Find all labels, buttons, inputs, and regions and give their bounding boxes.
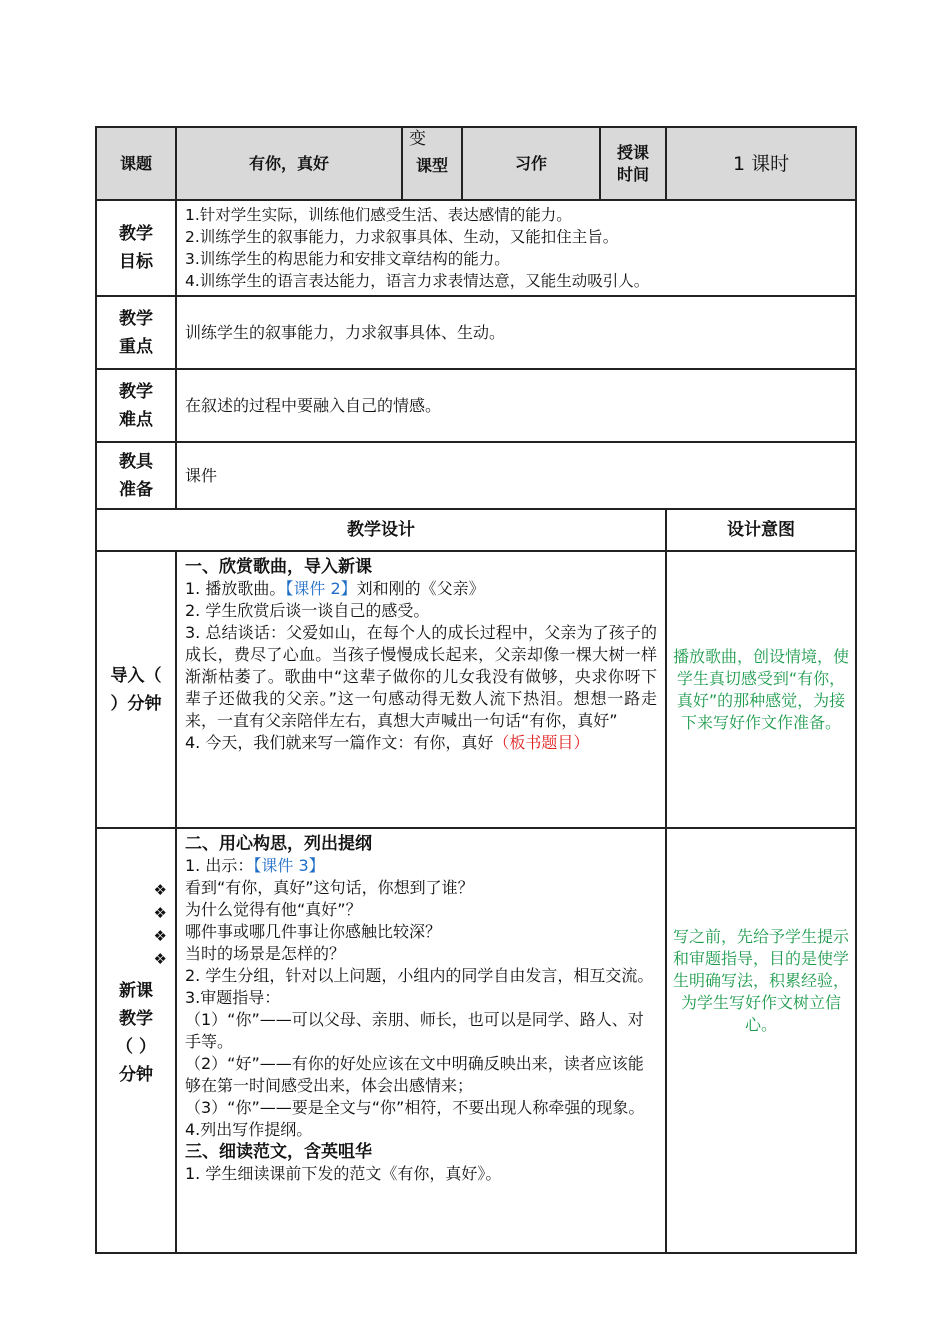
time-label bbox=[600, 127, 666, 200]
intro-line2: 2. 学生欣赏后谈一谈自己的感受。 bbox=[185, 601, 430, 620]
key-row bbox=[96, 296, 856, 369]
section3-title: 三、细读范文，含英咀华 bbox=[185, 1142, 372, 1162]
show-line-a: 1. 出示： bbox=[185, 856, 254, 875]
difficulty-text: 在叙述的过程中要融入自己的情感。 bbox=[176, 369, 856, 442]
lesson-plan-table bbox=[95, 126, 855, 1254]
intro-line4 bbox=[185, 732, 657, 754]
board-title-note: （板书题目） bbox=[493, 733, 590, 752]
intro-label bbox=[96, 551, 176, 828]
newlesson-intent: 写之前，先给予学生提示和审题指导，目的是使学生明确写法，积累经验，为学生写好作文树立信心。 bbox=[666, 828, 856, 1253]
type-label-cell bbox=[402, 127, 462, 200]
intro-label-2: ）分钟 bbox=[110, 693, 162, 714]
intro-title: 一、欣赏歌曲，导入新课 bbox=[185, 557, 372, 577]
guide-title: 3.审题指导： bbox=[185, 988, 281, 1007]
type-mark: 变 bbox=[409, 129, 426, 149]
design-header-left: 教学设计 bbox=[96, 509, 666, 551]
newlesson-row bbox=[96, 828, 856, 1253]
key-text: 训练学生的叙事能力，力求叙事具体、生动。 bbox=[176, 296, 856, 369]
time-value: 1 课时 bbox=[666, 127, 856, 200]
key-label bbox=[96, 296, 176, 369]
newlesson-label-4: 分钟 bbox=[119, 1065, 153, 1085]
question-2: 为什么觉得有他“真好”？ bbox=[185, 900, 362, 919]
question-3: 哪件事或哪几件事让你感触比较深？ bbox=[185, 922, 442, 941]
intro-line4-a: 4. 今天，我们就来写一篇作文：有你，真好 bbox=[185, 733, 494, 752]
goals-row bbox=[96, 200, 856, 296]
key-label-2: 重点 bbox=[119, 336, 153, 357]
question-4: 当时的场景是怎样的？ bbox=[185, 944, 346, 963]
time-label-1: 授课 bbox=[617, 142, 650, 162]
bullet-icon: ❖ bbox=[153, 927, 167, 945]
intro-row bbox=[96, 551, 856, 828]
intro-line1-c: 刘和刚的《父亲》 bbox=[356, 579, 485, 598]
intro-line3: 3. 总结谈话：父爱如山，在每个人的成长过程中，父亲为了孩子的成长，费尽了心血。当孩子慢慢成长起来，父亲却像一棵大树一样渐渐枯萎了。歌曲中“这辈子做你的儿女我没有做够，央求你呀下辈子还做我的父亲。”这一句感动得无数人流下热泪。想想一路走来，一直有父亲陪伴左右，真想大声喊出一句话“有你，真好” bbox=[185, 623, 658, 730]
goal-item: 4.训练学生的语言表达能力，语言力求表情达意，又能生动吸引人。 bbox=[185, 272, 650, 290]
courseware-3-ref: 【课件 3】 bbox=[253, 856, 325, 875]
tools-text: 课件 bbox=[176, 442, 856, 509]
difficulty-label bbox=[96, 369, 176, 442]
bullet-icon: ❖ bbox=[153, 881, 167, 899]
topic-value: 有你，真好 bbox=[176, 127, 402, 200]
newlesson-label-3: （ ） bbox=[116, 1037, 156, 1057]
intro-line1-a: 1. 播放歌曲。 bbox=[185, 579, 286, 598]
difficulty-label-1: 教学 bbox=[119, 381, 153, 402]
intro-line1 bbox=[185, 578, 657, 600]
design-header-row bbox=[96, 509, 856, 551]
guide-2: （2）“好”——有你的好处应该在文中明确反映出来，读者应该能够在第一时间感受出来，体会出感情来； bbox=[185, 1054, 644, 1095]
question-1: 看到“有你，真好”这句话，你想到了谁？ bbox=[185, 878, 474, 897]
goal-item: 1.针对学生实际，训练他们感受生活、表达感情的能力。 bbox=[185, 206, 572, 224]
goal-item: 3.训练学生的构思能力和安排文章结构的能力。 bbox=[185, 250, 510, 268]
newlesson-label-2: 教学 bbox=[119, 1009, 153, 1029]
bullet-list bbox=[97, 879, 175, 971]
guide-3: （3）“你”——要是全文与“你”相符，不要出现人称牵强的现象。 bbox=[185, 1098, 645, 1117]
type-label: 课型 bbox=[416, 155, 449, 175]
newlesson-label-text bbox=[97, 977, 175, 1089]
tools-label-2: 准备 bbox=[119, 479, 153, 500]
goals-label-2: 目标 bbox=[119, 252, 153, 272]
key-label-1: 教学 bbox=[119, 308, 153, 329]
tools-label-1: 教具 bbox=[119, 451, 153, 472]
tools-label bbox=[96, 442, 176, 509]
type-value: 习作 bbox=[462, 127, 600, 200]
outline-step: 4.列出写作提纲。 bbox=[185, 1120, 313, 1139]
topic-label: 课题 bbox=[96, 127, 176, 200]
show-line bbox=[185, 855, 657, 877]
intro-label-1: 导入（ bbox=[110, 665, 162, 686]
newlesson-label-1: 新课 bbox=[119, 981, 153, 1001]
group-discussion: 2. 学生分组，针对以上问题，小组内的同学自由发言，相互交流。 bbox=[185, 966, 654, 985]
courseware-2-ref: 【课件 2】 bbox=[285, 579, 357, 598]
read-step: 1. 学生细读课前下发的范文《有你，真好》。 bbox=[185, 1164, 502, 1183]
goals-label bbox=[96, 200, 176, 296]
difficulty-label-2: 难点 bbox=[119, 409, 153, 430]
difficulty-row bbox=[96, 369, 856, 442]
time-label-2: 时间 bbox=[617, 164, 650, 184]
intro-intent: 播放歌曲，创设情境，使学生真切感受到“有你，真好”的那种感觉，为接下来写好作文作准备。 bbox=[666, 551, 856, 828]
newlesson-content bbox=[176, 828, 666, 1253]
goal-item: 2.训练学生的叙事能力，力求叙事具体、生动，又能扣住主旨。 bbox=[185, 228, 619, 246]
section2-title: 二、用心构思，列出提纲 bbox=[185, 834, 372, 854]
goals-text bbox=[176, 200, 856, 296]
bullet-icon: ❖ bbox=[153, 904, 167, 922]
tools-row bbox=[96, 442, 856, 509]
goals-label-1: 教学 bbox=[119, 224, 153, 244]
guide-1: （1）“你”——可以父母、亲朋、师长，也可以是同学、路人、对手等。 bbox=[185, 1010, 644, 1051]
intro-content bbox=[176, 551, 666, 828]
design-header-right: 设计意图 bbox=[666, 509, 856, 551]
bullet-icon: ❖ bbox=[153, 950, 167, 968]
header-row bbox=[96, 127, 856, 200]
newlesson-label bbox=[96, 828, 176, 1253]
